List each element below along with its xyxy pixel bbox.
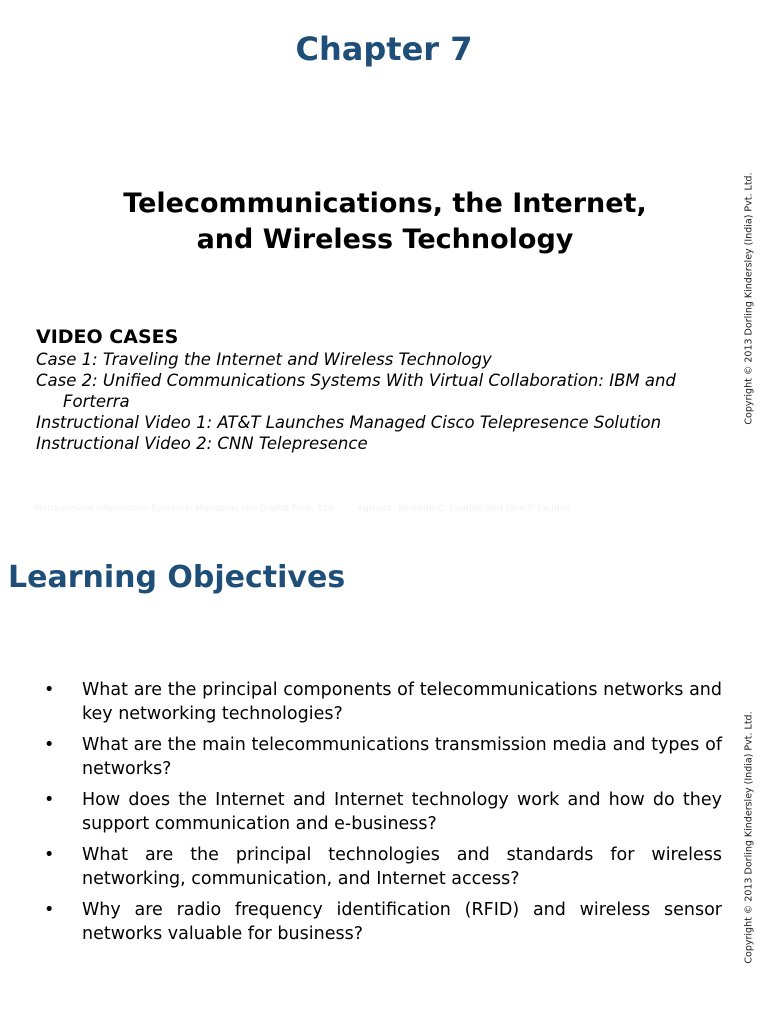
learning-objectives-title: Learning Objectives [8,560,346,595]
bullet-icon: • [44,680,55,700]
objective-text: What are the principal technologies and standards for wireless networking, communication, and Internet access? [82,845,722,889]
objectives-slide [0,512,768,1024]
objective-item [44,788,722,836]
copyright-notice: Copyright © 2013 Dorling Kindersley (India) Pvt. Ltd. [743,711,755,964]
objective-item [44,843,722,891]
objective-text: What are the main telecommunications transmission media and types of networks? [82,735,722,779]
footer-book-title: Management Information Systems: Managing the Digital Firm, 12e [34,504,334,512]
video-cases-heading: VIDEO CASES [36,326,179,348]
copyright-notice: Copyright © 2013 Dorling Kindersley (India) Pvt. Ltd. [743,172,755,425]
video-cases-list [36,349,736,454]
footer-authors: Authors: Kenneth C. Laudon and Jane P. Laudon [356,504,571,512]
slide-title [40,186,730,258]
video-cases-section [36,326,736,454]
bullet-icon: • [44,790,55,810]
chapter-title: Chapter 7 [295,30,473,68]
video-case-item: Case 2: Unified Communications Systems With Virtual Collaboration: IBM and Forterra [36,371,676,411]
video-case-item: Instructional Video 2: CNN Telepresence [36,434,368,453]
objective-text: What are the principal components of telecommunications networks and key networking technologies? [82,680,722,724]
objective-item [44,678,722,726]
objective-text: How does the Internet and Internet technology work and how do they support communication and e-business? [82,790,722,834]
bullet-icon: • [44,845,55,865]
objectives-list [44,678,722,953]
objective-item [44,733,722,781]
objective-text: Why are radio frequency identification (RFID) and wireless sensor networks valuable for business? [82,900,722,944]
slide-footer [34,504,734,512]
video-case-item: Instructional Video 1: AT&T Launches Managed Cisco Telepresence Solution [36,413,662,432]
slide-title-line-1: Telecommunications, the Internet, [123,188,647,219]
objective-item [44,898,722,946]
slide-title-line-2: and Wireless Technology [196,224,574,255]
bullet-icon: • [44,900,55,920]
video-case-item: Case 1: Traveling the Internet and Wireless Technology [36,350,492,369]
bullet-icon: • [44,735,55,755]
